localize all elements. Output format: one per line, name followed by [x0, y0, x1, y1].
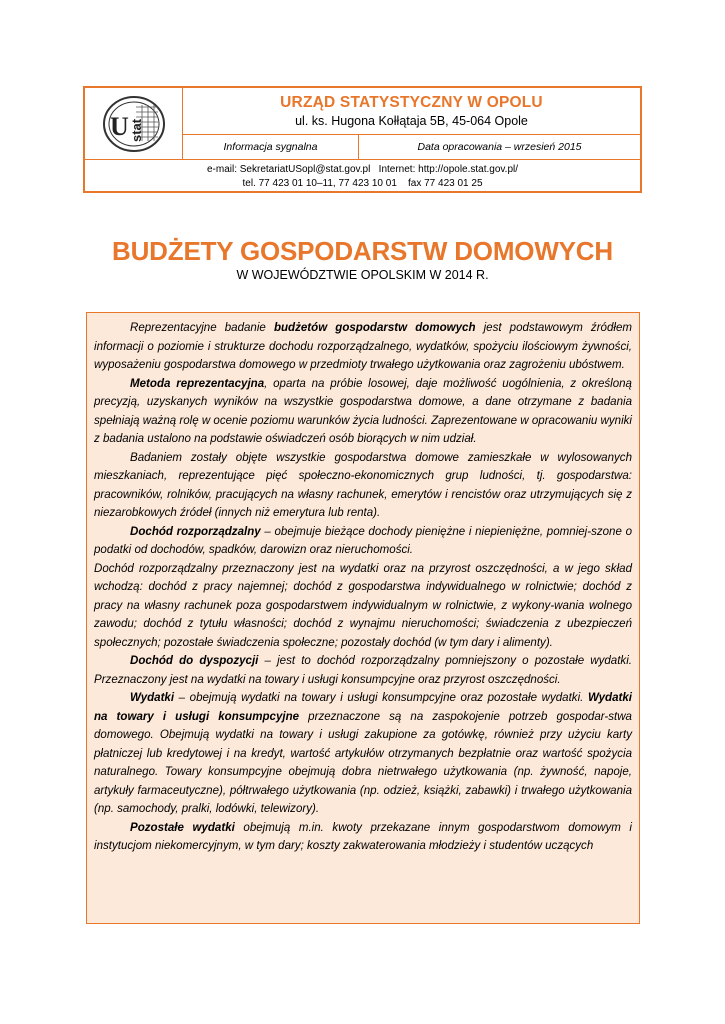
bold-term: Wydatki na towary i usługi konsumpcyjne: [94, 692, 632, 723]
text-run: – obejmuje bieżące dochody pieniężne i niepieniężne, pomniej-szone o podatki od dochodów, spadków, darowizn oraz nieruchomości.: [94, 525, 632, 556]
info-row: [183, 134, 640, 159]
text-run: – jest to dochód rozporządzalny pomniejszony o pozostałe wydatki. Przeznaczony jest na wydatki na towary i usługi konsumpcyjne oraz przyrost oszczędności.: [94, 655, 632, 686]
bold-term: Wydatki: [130, 692, 175, 704]
bold-term: budżetów gospodarstw domowych: [273, 322, 476, 334]
title-area: [183, 88, 640, 134]
page-title: BUDŻETY GOSPODARSTW DOMOWYCH: [112, 236, 613, 266]
bold-term: Dochód rozporządzalny: [130, 525, 261, 538]
header-box: [83, 86, 642, 193]
org-address: ul. ks. Hugona Kołłątaja 5B, 45-064 Opole: [295, 114, 528, 128]
ustat-logo: [102, 95, 166, 153]
org-name: URZĄD STATYSTYCZNY W OPOLU: [280, 94, 543, 111]
info-type: Informacja sygnalna: [183, 135, 359, 159]
text-run: – obejmują wydatki na towary i usługi konsumpcyjne oraz pozostałe wydatki.: [174, 692, 588, 704]
logo-cell: [85, 88, 183, 159]
page-subtitle: W WOJEWÓDZTWIE OPOLSKIM W 2014 R.: [236, 268, 489, 282]
contact-phone-fax: tel. 77 423 01 10–11, 77 423 10 01 fax 77 423 01 25: [242, 178, 483, 189]
text-run: obejmują m.in. kwoty przekazane innym gospodarstwom domowym i instytucjom niekomercyjnym, w tym dary; koszty zakwaterowania młodzieży i studentów uczących: [94, 821, 632, 852]
text-run: Reprezentacyjne badanie: [130, 322, 274, 334]
svg-text:stat: stat: [128, 118, 144, 142]
paragraph-available-income: [94, 652, 632, 689]
info-date: Data opracowania – wrzesień 2015: [417, 141, 582, 153]
paragraph-intro: [94, 319, 632, 375]
paragraph-scope: Badaniem zostały objęte wszystkie gospodarstwa domowe zamieszkałe w wylosowanych mieszkaniach, reprezentujące pięć społeczno-ekonomicznych grup ludności, tj. gospodarstwa: pracowników, rolników, pracujących na własny rachunek, emerytów i rencistów oraz utrzymujących się z niezarobkowych źródeł (innych niż emerytura lub renta).: [94, 451, 632, 519]
paragraph-method: [94, 375, 632, 449]
text-run: , oparta na próbie losowej, daje możliwość uogólnienia, z określoną precyzją, uzyskanych wyników na wszystkie gospodarstwa domowe, a dane otrzymane z badania spełniają ważną rolę w ocenie poziomu warunków życia ludności. Zaprezentowane w opracowaniu wyniki z badania ustalono na podstawie oświadczeń osób biorących w nim udział.: [94, 377, 632, 445]
content-box: [86, 312, 640, 924]
text-run: jest podstawowym źródłem informacji o poziomie i strukturze dochodu rozporządzalnego, wydatków, spożyciu ilościowym żywności, wyposażeniu gospodarstwa domowego w przedmioty trwałego użytkowania oraz zagrożeniu ubóstwem.: [94, 322, 632, 371]
paragraph-income-components: Dochód rozporządzalny przeznaczony jest na wydatki oraz na przyrost oszczędności, a w jego skład wchodzą: dochód z pracy najemnej; dochód z gospodarstwa indywidualnego w rolnictwie; dochód z pracy na własny rachunek poza gospodarstwem indywidualnym w rolnictwie, z wykony-wania wolnego zawodu; dochód z tytułu własności; dochód z wynajmu nieruchomości; świadczenia z ubezpieczeń społecznych; pozostałe świadczenia społeczne; pozostały dochód (w tym dary i alimenty).: [94, 562, 632, 649]
svg-text:U: U: [109, 111, 129, 141]
bold-term: Pozostałe wydatki: [130, 821, 235, 834]
contact-area: [85, 159, 640, 191]
bold-term: Metoda reprezentacyjna: [130, 377, 265, 390]
paragraph-disposable-income: [94, 523, 632, 560]
contact-email-web: e-mail: SekretariatUSopl@stat.gov.pl Internet: http://opole.stat.gov.pl/: [206, 164, 519, 175]
paragraph-other-expenditures: [94, 819, 632, 856]
text-run: przeznaczone są na zaspokojenie potrzeb gospodar-stwa domowego. Obejmują wydatki na towary i usługi zakupione za gotówkę, również przy użyciu karty płatniczej lub kredytowej i na kredyt, wartość artykułów otrzymanych bezpłatnie oraz wartość spożycia naturalnego. Towary konsumpcyjne obejmują dobra nietrwałego użytkowania (np. żywność, napoje, artykuły farmaceutyczne), półtrwałego użytkowania (np. odzież, książki, zabawki) i trwałego użytkowania (np. samochody, pralki, lodówki, telewizory).: [94, 710, 632, 815]
bold-term: Dochód do dyspozycji: [130, 655, 259, 667]
paragraph-expenditures: [94, 689, 632, 819]
